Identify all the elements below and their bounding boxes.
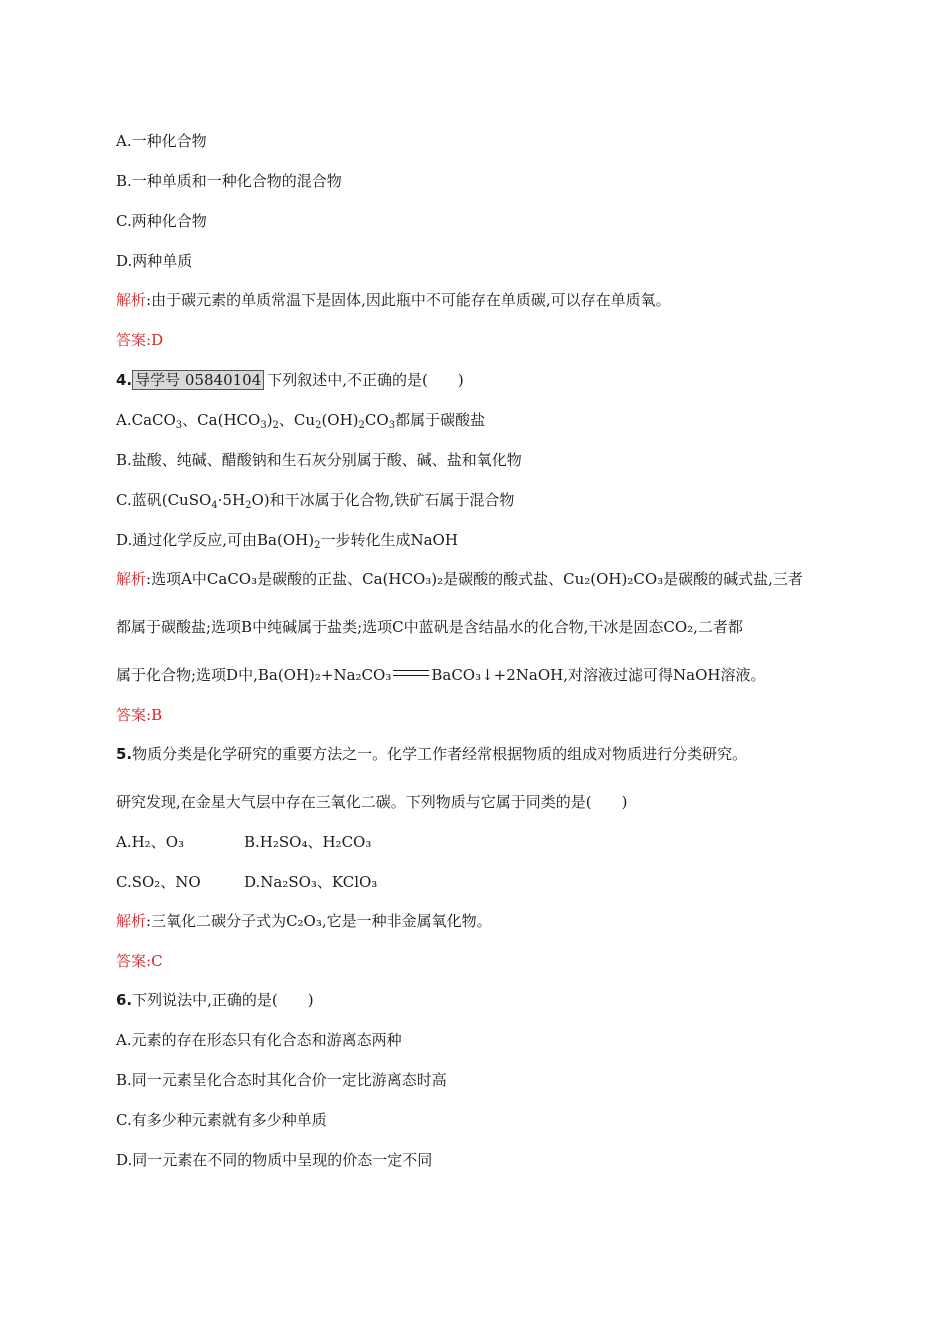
guide-number-tag[interactable]: 导学号 05840104	[132, 370, 264, 390]
q5-option-d: D.Na₂SO₃、KClO₃	[244, 873, 378, 891]
analysis-label: 解析	[116, 912, 147, 930]
question-close-paren: )	[621, 793, 628, 811]
question-number: 4.	[116, 371, 133, 389]
q4-analysis-line-3	[116, 665, 765, 685]
answer-label: 答案	[116, 706, 147, 724]
q3-analysis	[116, 290, 671, 310]
q4-stem	[116, 370, 464, 390]
q5-stem-line-2	[116, 792, 627, 812]
answer-text: :D	[146, 331, 164, 349]
q3-option-b: B.一种单质和一种化合物的混合物	[116, 172, 342, 190]
question-text: 研究发现,在金星大气层中存在三氧化二碳。下列物质与它属于同类的是(	[116, 793, 592, 811]
option-c-suffix: )和干冰属于化合物,铁矿石属于混合物	[263, 491, 515, 509]
q5-answer	[116, 951, 163, 971]
q4-option-c: C.蓝矾$(CuSO_4\cdot 5H_2O)$和干冰属于化合物,铁矿石属于混合物	[116, 491, 515, 511]
q5-option-c: C.SO₂、NO	[116, 873, 201, 891]
analysis-text: :选项A中CaCO₃是碳酸的正盐、Ca(HCO₃)₂是碳酸的酸式盐、Cu₂(OH)₂CO₃是碳酸的碱式盐,三者	[146, 570, 803, 588]
option-c-prefix: C.蓝矾(CuSO	[116, 491, 212, 509]
analysis-label: 解析	[116, 291, 147, 309]
q5-analysis	[116, 911, 492, 931]
q4-analysis-line-1	[116, 569, 803, 589]
q6-option-b: B.同一元素呈化合态时其化合价一定比游离态时高	[116, 1071, 447, 1089]
answer-text: :B	[146, 706, 163, 724]
answer-label: 答案	[116, 952, 147, 970]
q5-options-row-1	[116, 832, 371, 852]
answer-text: :C	[146, 952, 163, 970]
analysis-text: :三氧化二碳分子式为C₂O₃,它是一种非金属氧化物。	[146, 912, 492, 930]
analysis-label: 解析	[116, 570, 147, 588]
analysis-equation-right: BaCO₃↓+2NaOH,对溶液过滤可得NaOH溶液。	[431, 666, 766, 684]
q5-option-b: B.H₂SO₄、H₂CO₃	[244, 833, 372, 851]
equation-equals-sign	[393, 670, 429, 676]
q6-option-c: C.有多少种元素就有多少种单质	[116, 1111, 327, 1129]
q5-stem-line-1	[116, 744, 747, 764]
answer-label: 答案	[116, 331, 147, 349]
q6-option-a: A.元素的存在形态只有化合态和游离态两种	[116, 1031, 402, 1049]
option-d-suffix: 一步转化生成NaOH	[320, 531, 458, 549]
question-close-paren: )	[307, 991, 314, 1009]
question-close-paren: )	[457, 371, 464, 389]
q3-option-d: D.两种单质	[116, 252, 193, 270]
q3-option-a: A.一种化合物	[116, 132, 207, 150]
q4-option-d: D.通过化学反应,可由$Ba(OH)_2$一步转化生成NaOH	[116, 531, 458, 551]
q5-options-row-2	[116, 872, 377, 892]
analysis-equation-left: 属于化合物;选项D中,Ba(OH)₂+Na₂CO₃	[116, 666, 392, 684]
option-d-prefix: D.通过化学反应,可由Ba(OH)	[116, 531, 315, 549]
q3-answer	[116, 330, 163, 350]
q5-option-a: A.H₂、O₃	[116, 833, 185, 851]
q6-option-d: D.同一元素在不同的物质中呈现的价态一定不同	[116, 1151, 433, 1169]
q4-option-b: B.盐酸、纯碱、醋酸钠和生石灰分别属于酸、碱、盐和氧化物	[116, 451, 522, 469]
q4-answer	[116, 705, 162, 725]
analysis-text: :由于碳元素的单质常温下是固体,因此瓶中不可能存在单质碳,可以存在单质氧。	[146, 291, 671, 309]
q4-option-a: A.CaCO$_3$、$Ca(HCO_3)_2$、$Cu_2(OH)_2CO_3$都属于碳酸盐	[116, 411, 486, 431]
q3-option-c: C.两种化合物	[116, 212, 207, 230]
question-text: 物质分类是化学研究的重要方法之一。化学工作者经常根据物质的组成对物质进行分类研究。	[132, 745, 748, 763]
q4-analysis-line-2: 都属于碳酸盐;选项B中纯碱属于盐类;选项C中蓝矾是含结晶水的化合物,干冰是固态CO₂,二者都	[116, 618, 743, 636]
q6-stem	[116, 990, 314, 1010]
question-text: 下列说法中,正确的是(	[132, 991, 278, 1009]
option-a-text: A.CaCO	[116, 411, 176, 429]
question-number: 5.	[116, 745, 133, 763]
question-text: 下列叙述中,不正确的是(	[267, 371, 428, 389]
question-number: 6.	[116, 991, 133, 1009]
